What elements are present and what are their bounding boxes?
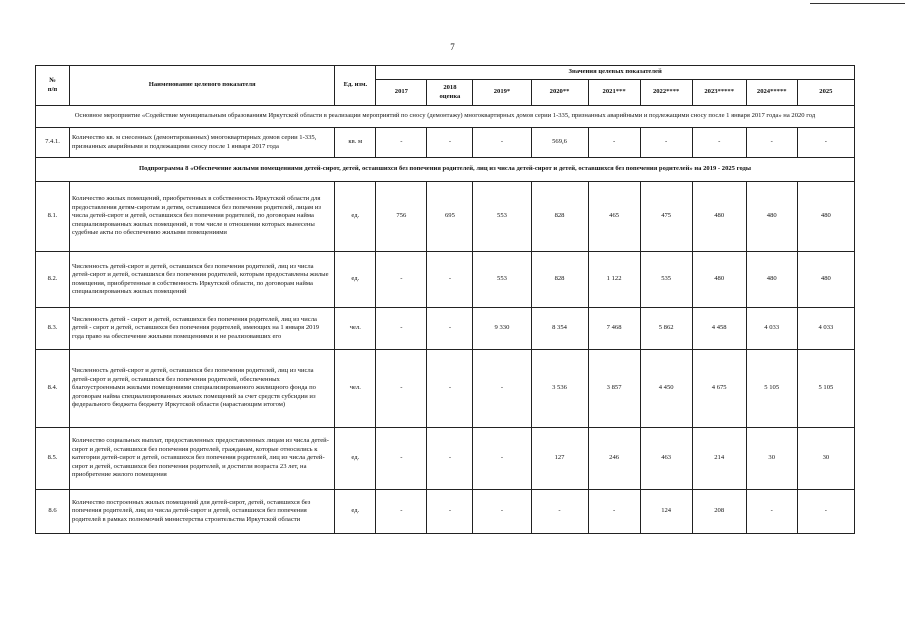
row-num: 8.6 bbox=[36, 490, 70, 534]
row-value: - bbox=[473, 428, 531, 490]
row-value: 30 bbox=[746, 428, 797, 490]
row-num: 8.4. bbox=[36, 350, 70, 428]
table-row bbox=[36, 182, 855, 252]
row-value: - bbox=[746, 128, 797, 158]
row-unit: ед. bbox=[335, 252, 376, 308]
row-value: 480 bbox=[797, 182, 854, 252]
row-value: 30 bbox=[797, 428, 854, 490]
row-value: 480 bbox=[797, 252, 854, 308]
row-value: 475 bbox=[640, 182, 692, 252]
row-value: - bbox=[797, 128, 854, 158]
row-unit: ед. bbox=[335, 182, 376, 252]
header-year: 2022**** bbox=[640, 80, 692, 106]
row-value: - bbox=[588, 128, 640, 158]
row-value: - bbox=[692, 128, 746, 158]
row-value: - bbox=[376, 490, 427, 534]
table-row bbox=[36, 350, 855, 428]
row-value: - bbox=[376, 350, 427, 428]
row-name: Количество социальных выплат, предоставленных предоставленных лицам из числа детей-сирот и детей, оставшихся без попечения родителей, гражданам, которые относились к категории детей-сирот и детей, оставшихся без попечения родителей, лиц из числа детей-сирот и детей, оставшихся без попечения родителей, и достигли возраста 23 лет, на приобретение жилого помещения bbox=[70, 428, 335, 490]
row-value: 4 033 bbox=[746, 308, 797, 350]
row-value: 8 354 bbox=[531, 308, 588, 350]
target-indicators-table bbox=[35, 65, 855, 534]
row-value: - bbox=[427, 490, 473, 534]
row-value: - bbox=[376, 252, 427, 308]
row-value: 208 bbox=[692, 490, 746, 534]
row-value: - bbox=[427, 428, 473, 490]
row-value: 480 bbox=[692, 182, 746, 252]
header-unit: Ед. изм. bbox=[335, 66, 376, 106]
header-year: 2017 bbox=[376, 80, 427, 106]
row-value: 127 bbox=[531, 428, 588, 490]
row-value: 480 bbox=[746, 182, 797, 252]
row-value: - bbox=[427, 308, 473, 350]
row-value: 535 bbox=[640, 252, 692, 308]
row-value: - bbox=[746, 490, 797, 534]
row-unit: чел. bbox=[335, 308, 376, 350]
row-unit: ед. bbox=[335, 428, 376, 490]
row-value: 465 bbox=[588, 182, 640, 252]
row-unit: ед. bbox=[335, 490, 376, 534]
row-value: 756 bbox=[376, 182, 427, 252]
row-value: 569,6 bbox=[531, 128, 588, 158]
row-num: 8.2. bbox=[36, 252, 70, 308]
row-value: 553 bbox=[473, 252, 531, 308]
row-value: 9 330 bbox=[473, 308, 531, 350]
row-name: Численность детей-сирот и детей, оставшихся без попечения родителей, лиц из числа детей-сирот и детей, оставшихся без попечения родителей, которым предоставлены жилые помещения, приобретенные в собственность Иркутской области, по договорам найма специализированных жилых помещений bbox=[70, 252, 335, 308]
row-value: 828 bbox=[531, 182, 588, 252]
row-value: - bbox=[473, 490, 531, 534]
subprogram-row: Подпрограмма 8 «Обеспечение жилыми помещениями детей-сирот, детей, оставшихся без попечения родителей, лиц из числа детей-сирот и детей, оставшихся без попечения родителей» на 2019 - 2025 годы bbox=[36, 158, 855, 182]
row-unit: кв. м bbox=[335, 128, 376, 158]
row-value: 7 468 bbox=[588, 308, 640, 350]
row-value: 5 105 bbox=[746, 350, 797, 428]
header-values-group: Значения целевых показателей bbox=[376, 66, 855, 80]
row-value: - bbox=[473, 128, 531, 158]
row-name: Количество жилых помещений, приобретенных в собственность Иркутской области для предоставления детям-сиротам и детям, оставшимся без попечения родителей, лицам из числа детей-сирот и детей, оставшихся без попечения родителей, по договорам найма специализированных жилых помещений, в том числе в отношении которых вынесены судебные акты по обеспечению жилыми помещениями bbox=[70, 182, 335, 252]
table-row bbox=[36, 428, 855, 490]
row-value: - bbox=[376, 308, 427, 350]
row-value: - bbox=[427, 128, 473, 158]
row-value: - bbox=[531, 490, 588, 534]
row-value: - bbox=[427, 350, 473, 428]
row-value: - bbox=[376, 128, 427, 158]
row-value: 1 122 bbox=[588, 252, 640, 308]
row-value: - bbox=[427, 252, 473, 308]
row-value: - bbox=[376, 428, 427, 490]
row-value: 480 bbox=[746, 252, 797, 308]
row-value: 214 bbox=[692, 428, 746, 490]
row-num: 7.4.1. bbox=[36, 128, 70, 158]
row-value: - bbox=[588, 490, 640, 534]
header-num: № п/п bbox=[36, 66, 70, 106]
header-year: 2019* bbox=[473, 80, 531, 106]
row-name: Количество кв. м снесенных (демонтированных) многоквартирных домов серии 1-335, признанных аварийными и подлежащими сносу после 1 января 2017 года bbox=[70, 128, 335, 158]
row-name: Численность детей - сирот и детей, оставшихся без попечения родителей, лиц из числа детей - сирот и детей, оставшихся без попечения родителей, имеющих на 1 января 2019 года право на обеспечение жилыми помещениями и не реализовавших его bbox=[70, 308, 335, 350]
row-value: 828 bbox=[531, 252, 588, 308]
header-year: 2023***** bbox=[692, 80, 746, 106]
row-value: 4 450 bbox=[640, 350, 692, 428]
header-year: 2021*** bbox=[588, 80, 640, 106]
row-value: 4 458 bbox=[692, 308, 746, 350]
header-year: 2018 оценка bbox=[427, 80, 473, 106]
row-value: 4 033 bbox=[797, 308, 854, 350]
row-name: Количество построенных жилых помещений для детей-сирот, детей, оставшихся без попечения родителей, лиц из числа детей-сирот и детей, оставшихся без попечения родителей в рамках полномочий министерства строительства Иркутской области bbox=[70, 490, 335, 534]
header-name: Наименование целевого показателя bbox=[70, 66, 335, 106]
table-row bbox=[36, 490, 855, 534]
row-value: 695 bbox=[427, 182, 473, 252]
table-row bbox=[36, 308, 855, 350]
row-value: 3 536 bbox=[531, 350, 588, 428]
header-year: 2024***** bbox=[746, 80, 797, 106]
row-value: - bbox=[473, 350, 531, 428]
row-value: 5 105 bbox=[797, 350, 854, 428]
row-value: 3 857 bbox=[588, 350, 640, 428]
header-year: 2025 bbox=[797, 80, 854, 106]
row-value: 246 bbox=[588, 428, 640, 490]
row-value: 463 bbox=[640, 428, 692, 490]
page-number: 7 bbox=[450, 42, 455, 52]
row-value: 480 bbox=[692, 252, 746, 308]
row-unit: чел. bbox=[335, 350, 376, 428]
row-value: 124 bbox=[640, 490, 692, 534]
table-row bbox=[36, 252, 855, 308]
row-name: Численность детей-сирот и детей, оставшихся без попечения родителей, лиц из числа детей-сирот и детей, оставшихся без попечения родителей, обеспеченных благоустроенными жилыми помещениями специализированного жилищного фонда по договорам найма специализированных жилых помещений за счет средств субсидии из федерального бюджета бюджету Иркутской области (нарастающим итогом) bbox=[70, 350, 335, 428]
row-value: 5 862 bbox=[640, 308, 692, 350]
row-num: 8.3. bbox=[36, 308, 70, 350]
header-year: 2020** bbox=[531, 80, 588, 106]
main-event-row: Основное мероприятие «Содействие муниципальным образованиям Иркутской области в реализации мероприятий по сносу (демонтажу) многоквартирных домов серии 1-335, признанных аварийными и подлежащими сносу после 1 января 2017 года» на 2020 год bbox=[36, 106, 855, 128]
row-value: 4 675 bbox=[692, 350, 746, 428]
row-num: 8.5. bbox=[36, 428, 70, 490]
top-rule bbox=[810, 3, 905, 4]
row-num: 8.1. bbox=[36, 182, 70, 252]
row-value: 553 bbox=[473, 182, 531, 252]
row-value: - bbox=[640, 128, 692, 158]
row-value: - bbox=[797, 490, 854, 534]
